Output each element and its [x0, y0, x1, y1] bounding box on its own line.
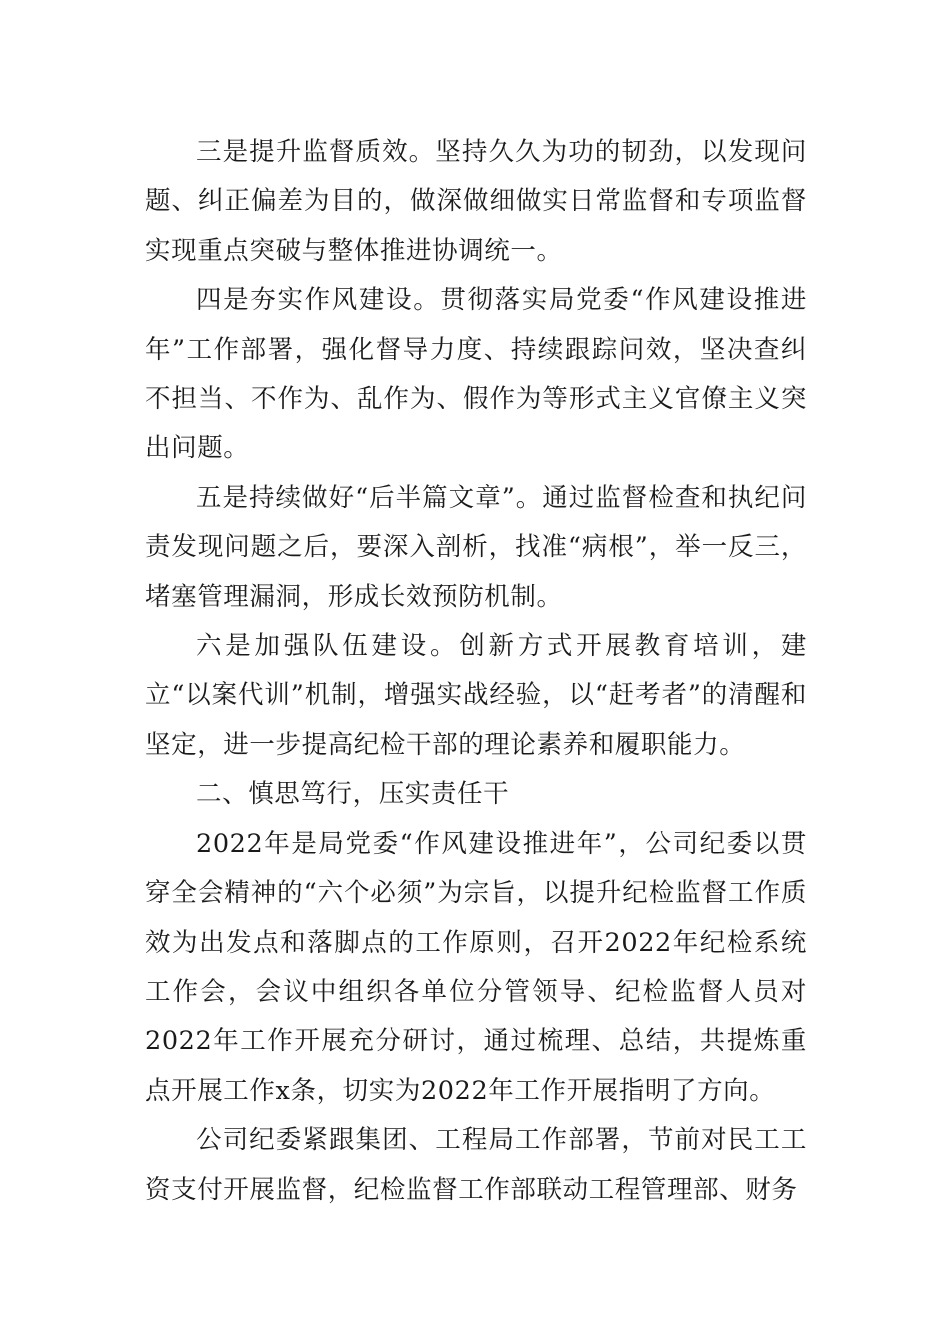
paragraph-wage-supervision: 公司纪委紧跟集团、工程局工作部署，节前对民工工资支付开展监督，纪检监督工作部联动工程管理部、财务	[145, 1125, 807, 1205]
paragraph-team-building: 六是加强队伍建设。创新方式开展教育培训，建立“以案代训”机制，增强实战经验，以“赶考者”的清醒和坚定，进一步提高纪检干部的理论素养和履职能力。	[145, 631, 807, 760]
paragraph-2022-plan: 2022年是局党委“作风建设推进年”，公司纪委以贯穿全会精神的“六个必须”为宗旨，以提升纪检监督工作质效为出发点和落脚点的工作原则，召开2022年纪检系统工作会，会议中组织各单位分管领导、纪检监督人员对2022年工作开展充分研讨，通过梳理、总结，共提炼重点开展工作x条，切实为2022年工作开展指明了方向。	[145, 828, 807, 1106]
document-body	[145, 128, 807, 1215]
section-heading-2: 二、慎思笃行，压实责任干	[196, 779, 510, 810]
paragraph-work-style: 四是夯实作风建设。贯彻落实局党委“作风建设推进年”工作部署，强化督导力度、持续跟踪问效，坚决查纠不担当、不作为、乱作为、假作为等形式主义官僚主义突出问题。	[145, 285, 807, 464]
paragraph-supervision-quality: 三是提升监督质效。坚持久久为功的韧劲，以发现问题、纠正偏差为目的，做深做细做实日常监督和专项监督实现重点突破与整体推进协调统一。	[145, 137, 807, 266]
paragraph-follow-up: 五是持续做好“后半篇文章”。通过监督检查和执纪问责发现问题之后，要深入剖析，找准“病根”，举一反三，堵塞管理漏洞，形成长效预防机制。	[145, 482, 807, 612]
